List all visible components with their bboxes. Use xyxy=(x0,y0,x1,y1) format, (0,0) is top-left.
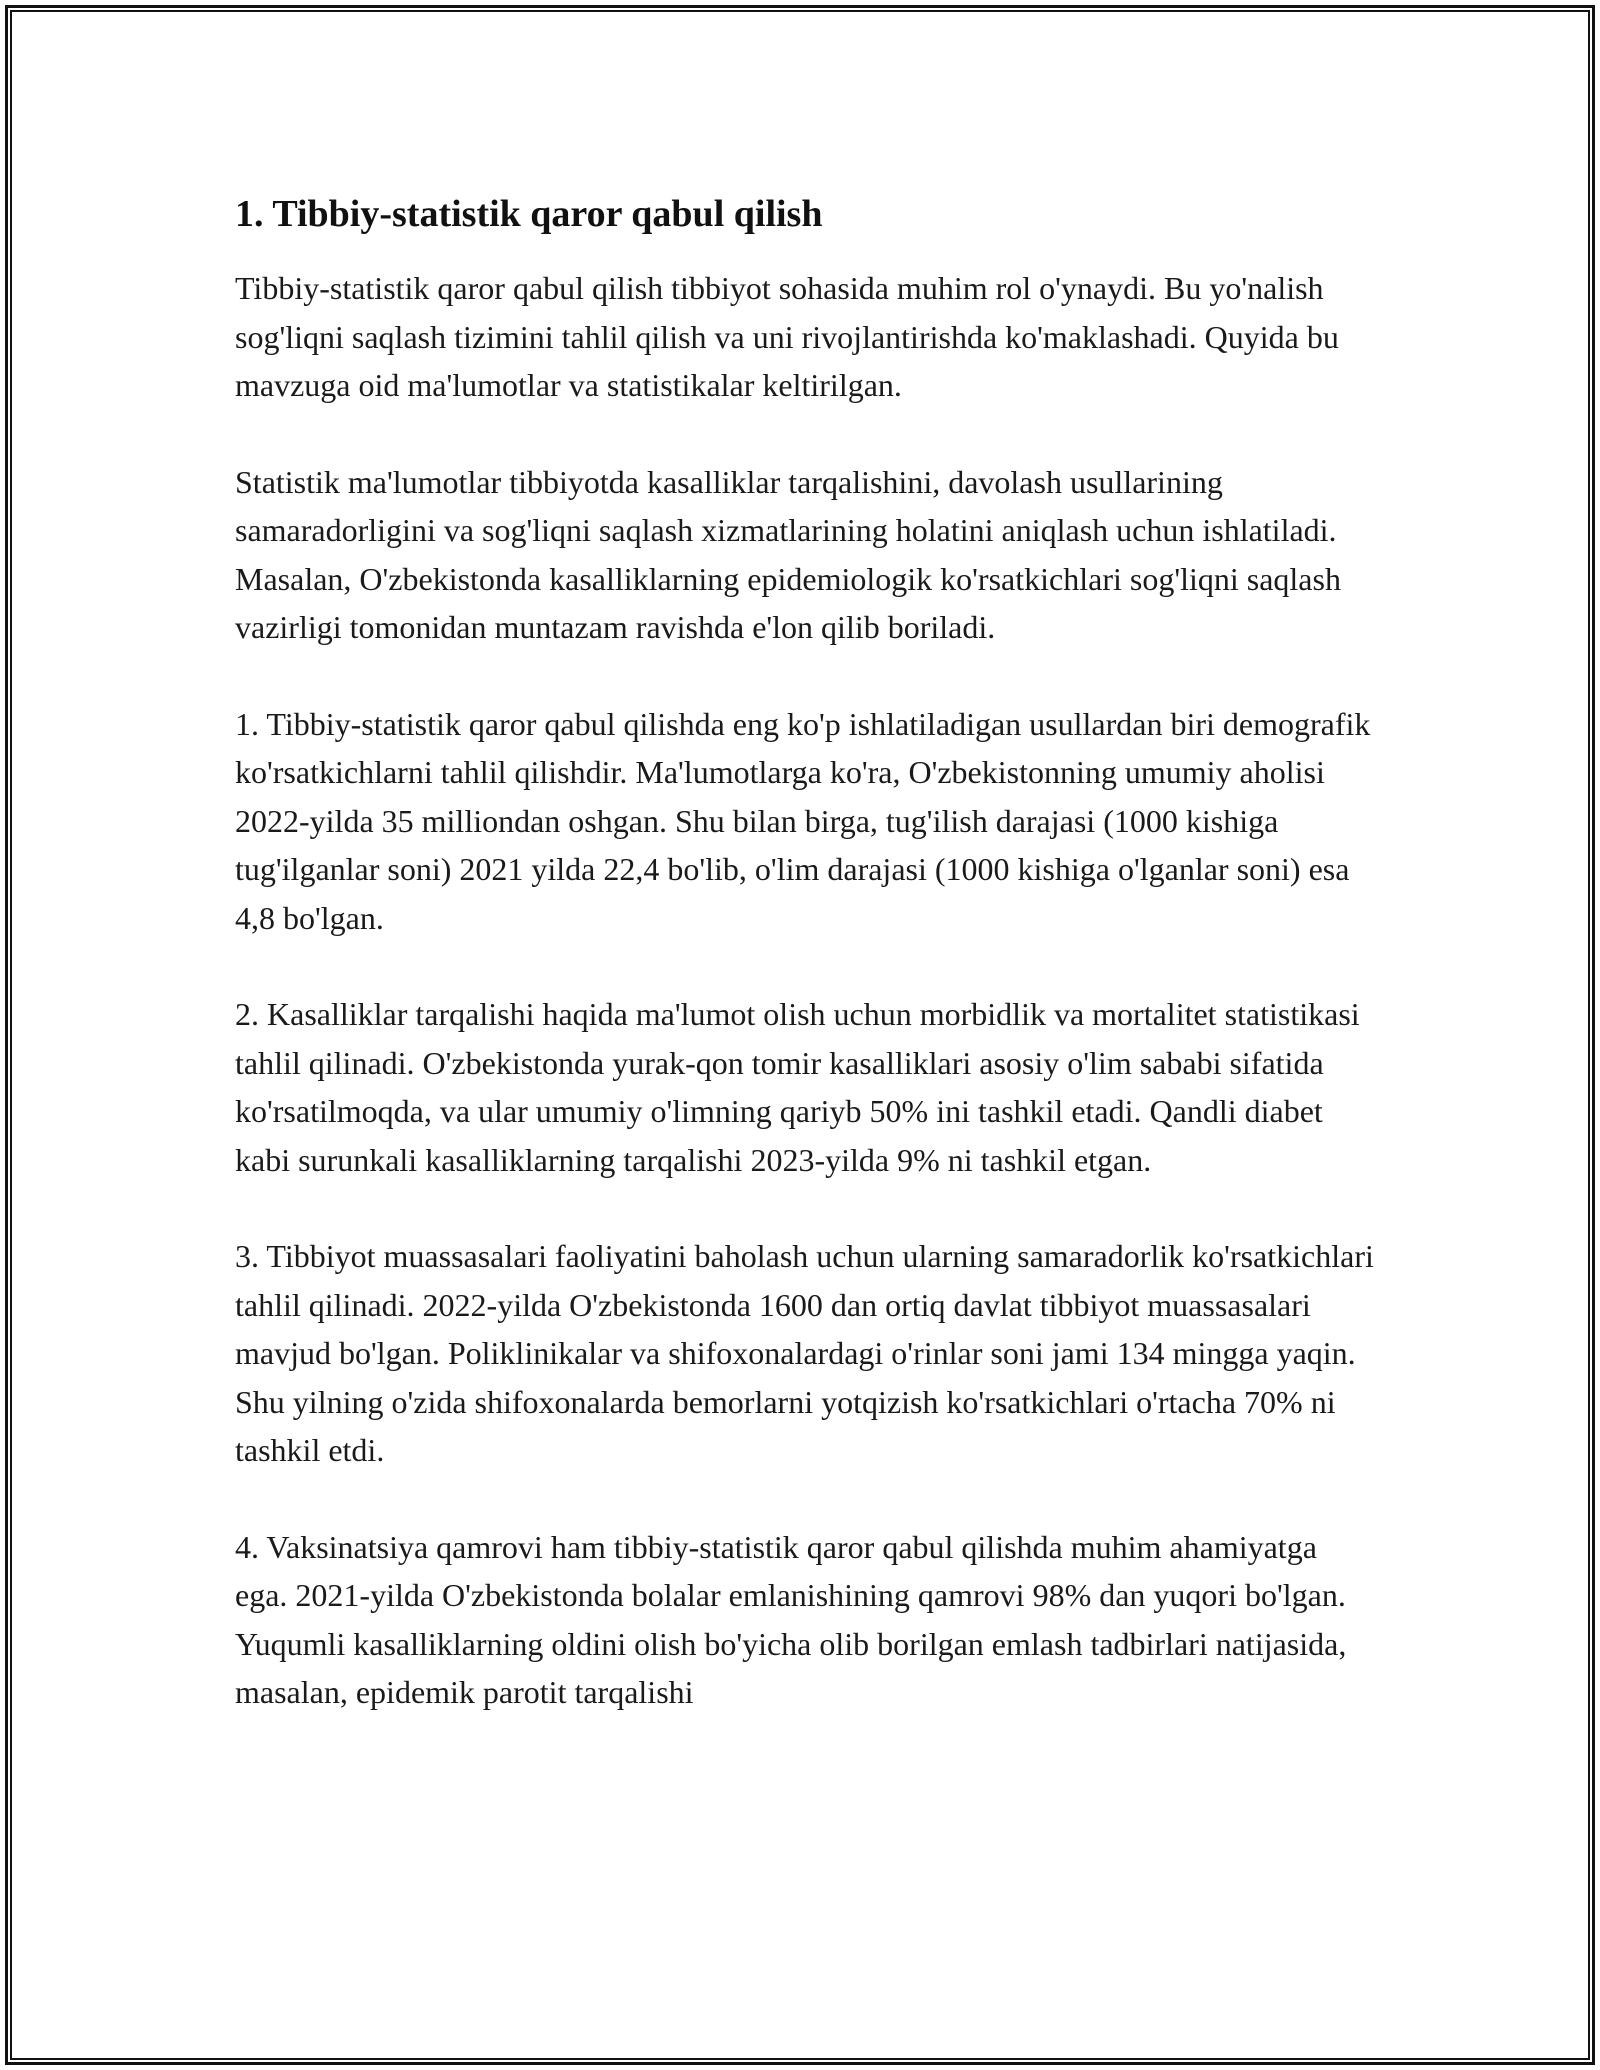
paragraph-statistics: Statistik ma'lumotlar tibbiyotda kasalliklar tarqalishini, davolash usullarining samaradorligini va sog'liqni saqlash xizmatlarining holatini aniqlash uchun ishlatiladi. Masalan, O'zbekistonda kasalliklarning epidemiologik ko'rsatkichlari sog'liqni saqlash vazirligi tomonidan muntazam ravishda e'lon qilib boriladi. xyxy=(235,463,1341,645)
paragraph-vaccination: 4. Vaksinatsiya qamrovi ham tibbiy-statistik qaror qabul qilishda muhim ahamiyatga ega. 2021-yilda O'zbekistonda bolalar emlanishining qamrovi 98% dan yuqori bo'lgan. Yuqumli kasalliklarning oldini olish bo'yicha olib borilgan emlash tadbirlari natijasida, masalan, epidemik parotit tarqalishi xyxy=(235,1528,1347,1710)
document-body xyxy=(235,190,1375,1717)
paragraph-morbidity: 2. Kasalliklar tarqalishi haqida ma'lumot olish uchun morbidlik va mortalitet statistikasi tahlil qilinadi. O'zbekistonda yurak-qon tomir kasalliklari asosiy o'lim sababi sifatida ko'rsatilmoqda, va ular umumiy o'limning qariyb 50% ini tashkil etadi. Qandli diabet kabi surunkali kasalliklarning tarqalishi 2023-yilda 9% ni tashkil etgan. xyxy=(235,996,1360,1178)
document-title: 1. Tibbiy-statistik qaror qabul qilish xyxy=(235,193,823,235)
paragraph-institutions: 3. Tibbiyot muassasalari faoliyatini baholash uchun ularning samaradorlik ko'rsatkichlari tahlil qilinadi. 2022-yilda O'zbekistonda 1600 dan ortiq davlat tibbiyot muassasalari mavjud bo'lgan. Poliklinikalar va shifoxonalardagi o'rinlar soni jami 134 mingga yaqin. Shu yilning o'zida shifoxonalarda bemorlarni yotqizish ko'rsatkichlari o'rtacha 70% ni tashkil etdi. xyxy=(235,1238,1374,1468)
paragraph-intro: Tibbiy-statistik qaror qabul qilish tibbiyot sohasida muhim rol o'ynaydi. Bu yo'nalish sog'liqni saqlash tizimini tahlil qilish va uni rivojlantirishda ko'maklashadi. Quyida bu mavzuga oid ma'lumotlar va statistikalar keltirilgan. xyxy=(235,270,1339,403)
paragraph-demographics: 1. Tibbiy-statistik qaror qabul qilishda eng ko'p ishlatiladigan usullardan biri demografik ko'rsatkichlarni tahlil qilishdir. Ma'lumotlarga ko'ra, O'zbekistonning umumiy aholisi 2022-yilda 35 milliondan oshgan. Shu bilan birga, tug'ilish darajasi (1000 kishiga tug'ilganlar soni) 2021 yilda 22,4 bo'lib, o'lim darajasi (1000 kishiga o'lganlar soni) esa 4,8 bo'lgan. xyxy=(235,705,1371,936)
